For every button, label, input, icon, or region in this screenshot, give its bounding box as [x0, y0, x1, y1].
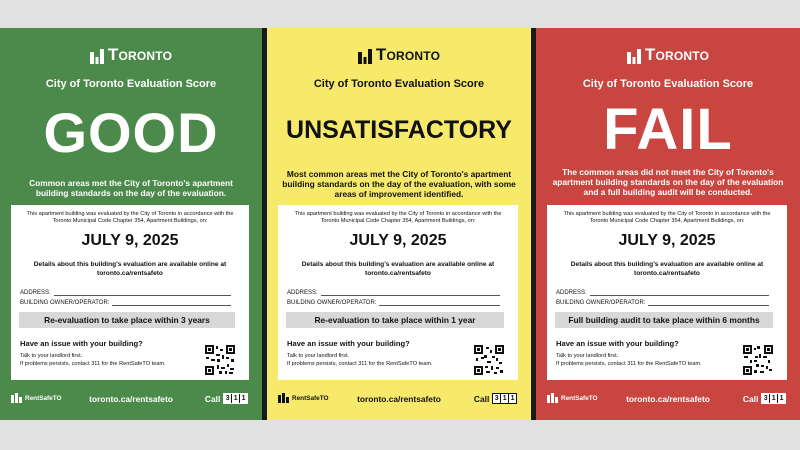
footer-url: toronto.ca/rentsafeto	[89, 394, 173, 404]
digit: 1	[779, 395, 784, 402]
owner-field	[287, 300, 500, 306]
digit: 1	[770, 394, 778, 403]
address-field	[287, 290, 500, 296]
owner-line	[112, 300, 231, 306]
evaluation-date: JULY 9, 2025	[618, 232, 716, 249]
issue-title: Have an issue with your building?	[287, 339, 410, 348]
action-bar: Full building audit to take place within 6 months	[555, 312, 773, 328]
good-rating-poster	[0, 28, 262, 420]
poster-stage	[0, 28, 800, 420]
issue-title: Have an issue with your building?	[556, 339, 679, 348]
call-311	[474, 393, 517, 404]
brand-label: RentSafeTO	[561, 394, 598, 402]
issue-title: Have an issue with your building?	[20, 339, 143, 348]
rating-summary: Common areas met the City of Toronto's apartment building standards on the day of the evaluation.	[29, 178, 233, 198]
evaluation-intro: This apartment building was evaluated by the City of Toronto in accordance with the Toronto Municipal Code Chapter 354, Apartment Buildings, on:	[26, 211, 234, 225]
brand-label: RentSafeTO	[25, 394, 62, 402]
evaluation-date: JULY 9, 2025	[349, 232, 447, 249]
address-label: ADDRESS:	[287, 290, 318, 296]
call-311	[743, 393, 786, 404]
qr-code-icon	[205, 345, 235, 375]
poster-footer	[267, 390, 531, 414]
details-panel	[547, 205, 787, 380]
issue-line-1: Talk to your landlord first.	[20, 353, 83, 359]
owner-field	[20, 300, 231, 306]
rating-summary: The common areas did not meet the City of Toronto's apartment building standards on the day of the evaluation and a full building audit will be conducted.	[552, 167, 784, 197]
311-badge	[492, 393, 517, 404]
digit: 3	[224, 394, 232, 403]
score-subtitle: City of Toronto Evaluation Score	[582, 78, 754, 90]
issue-line-2: If problems persists, contact 311 for the RentSafeTO team.	[20, 361, 166, 367]
address-line	[54, 290, 231, 296]
details-text: Details about this building's evaluation are available online at toronto.ca/rentsafeto	[33, 261, 227, 277]
rating-word: UNSATISFACTORY	[286, 116, 512, 144]
footer-url: toronto.ca/rentsafeto	[626, 394, 710, 404]
owner-label: BUILDING OWNER/OPERATOR:	[556, 300, 646, 306]
owner-label: BUILDING OWNER/OPERATOR:	[20, 300, 110, 306]
qr-code-icon	[743, 345, 773, 375]
address-line	[590, 290, 769, 296]
digit: 1	[232, 394, 240, 403]
digit: 3	[762, 394, 770, 403]
action-bar: Re-evaluation to take place within 1 year	[286, 312, 504, 328]
poster-footer	[0, 390, 262, 414]
call-label: Call	[204, 393, 221, 404]
action-bar: Re-evaluation to take place within 3 years	[19, 312, 235, 328]
toronto-logo	[536, 46, 800, 64]
logo-wordmark: Toronto	[107, 45, 173, 64]
details-text: Details about this building's evaluation are available online at toronto.ca/rentsafeto	[570, 261, 764, 277]
unsatisfactory-rating-poster	[267, 28, 531, 420]
details-panel	[11, 205, 249, 380]
311-badge	[223, 393, 248, 404]
issue-line-1: Talk to your landlord first.	[556, 353, 619, 359]
311-badge	[761, 393, 786, 404]
digit: 1	[241, 395, 246, 402]
address-field	[20, 290, 231, 296]
digit: 1	[510, 395, 515, 402]
call-label: Call	[742, 393, 759, 404]
toronto-logo	[267, 46, 531, 64]
rating-word: FAIL	[603, 97, 733, 162]
digit: 3	[493, 394, 501, 403]
call-311	[205, 393, 248, 404]
toronto-city-hall-icon	[358, 46, 372, 64]
details-panel	[278, 205, 518, 380]
call-label: Call	[473, 393, 490, 404]
issue-line-1: Talk to your landlord first.	[287, 353, 350, 359]
logo-wordmark: Toronto	[375, 45, 441, 64]
evaluation-intro: This apartment building was evaluated by the City of Toronto in accordance with the Toronto Municipal Code Chapter 354, Apartment Buildings, on:	[294, 211, 502, 225]
poster-footer	[536, 390, 800, 414]
logo-wordmark: Toronto	[644, 45, 710, 64]
qr-code-icon	[474, 345, 504, 375]
score-subtitle: City of Toronto Evaluation Score	[313, 78, 485, 90]
owner-line	[379, 300, 500, 306]
details-text: Details about this building's evaluation are available online at toronto.ca/rentsafeto	[301, 261, 495, 277]
toronto-city-hall-icon	[90, 46, 104, 64]
issue-line-2: If problems persists, contact 311 for the RentSafeTO team.	[556, 361, 702, 367]
evaluation-date: JULY 9, 2025	[81, 232, 179, 249]
owner-label: BUILDING OWNER/OPERATOR:	[287, 300, 377, 306]
toronto-city-hall-icon	[627, 46, 641, 64]
issue-line-2: If problems persists, contact 311 for the RentSafeTO team.	[287, 361, 433, 367]
digit: 1	[501, 394, 509, 403]
brand-label: RentSafeTO	[292, 394, 329, 402]
address-field	[556, 290, 769, 296]
owner-field	[556, 300, 769, 306]
evaluation-intro: This apartment building was evaluated by the City of Toronto in accordance with the Toronto Municipal Code Chapter 354, Apartment Buildings, on:	[563, 211, 771, 225]
toronto-logo	[0, 46, 262, 64]
address-label: ADDRESS:	[20, 290, 51, 296]
address-line	[321, 290, 500, 296]
rating-summary: Most common areas met the City of Toronto's apartment building standards on the day of the evaluation, with some areas of improvement identified.	[282, 169, 516, 199]
owner-line	[648, 300, 769, 306]
footer-url: toronto.ca/rentsafeto	[357, 394, 441, 404]
address-label: ADDRESS:	[556, 290, 587, 296]
rating-word: GOOD	[43, 101, 219, 164]
fail-rating-poster	[536, 28, 800, 420]
score-subtitle: City of Toronto Evaluation Score	[45, 78, 217, 90]
